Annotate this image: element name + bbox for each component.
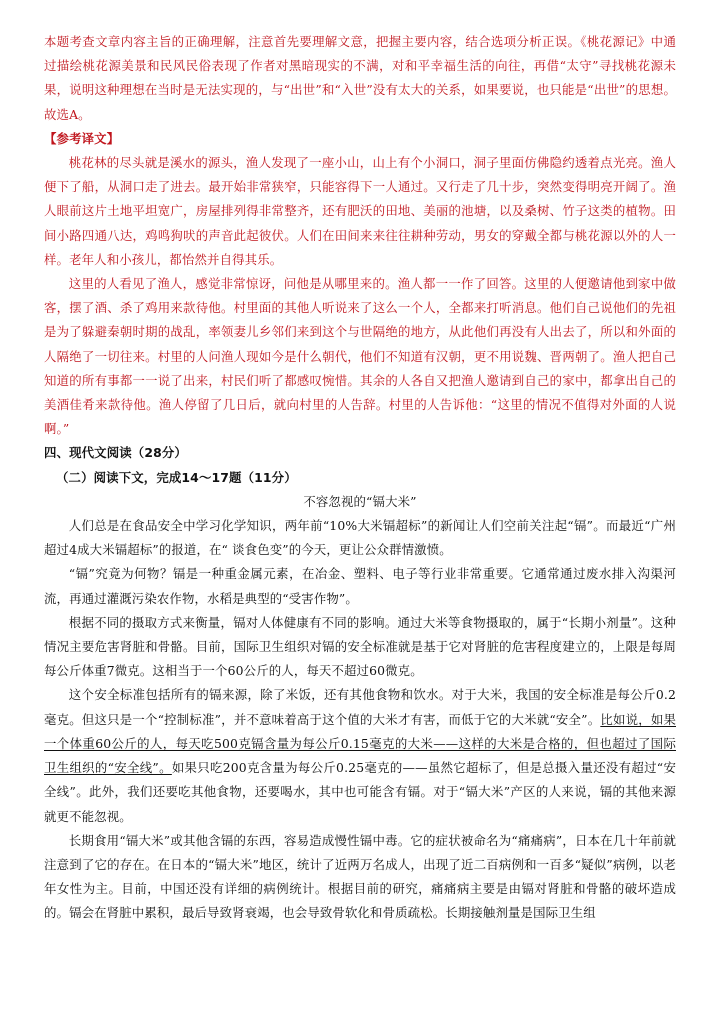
translation-paragraph: 桃花林的尽头就是溪水的源头，渔人发现了一座小山，山上有个小洞口，洞子里面仿佛隐约透着点光亮。渔人便下了船，从洞口走了进去。最开始非常狭窄，只能容得下一人通过。又行走了几十步，突然变得明亮开阔了。渔人眼前这片土地平坦宽广，房屋排列得非常整齐，还有肥沃的田地、美丽的池塘，以及桑树、竹子这类的植物。田间小路四通八达，鸡鸣狗吠的声音此起彼伏。人们在田间来来往往耕种劳动，男女的穿戴全都与桃花源以外的人一样。老年人和小孩儿，都怡然并自得其乐。 xyxy=(44,155,676,267)
sub-heading: （二）阅读下文，完成14～17题（11分） xyxy=(56,469,297,485)
article-title: 不容忽视的“镉大米” xyxy=(303,493,417,509)
article-text: 如果只吃200克含量为每公斤0.25毫克的——虽然它超标了，但是总摄入量还没有超过“安全线”。此外，我们还要吃其他食物，还要喝水，其中也可能含有镉。对于“镉大米”产区的人来说，镉的其他来源就更不能忽视。 xyxy=(44,760,676,824)
article-paragraph: 长期食用“镉大米”或其他含镉的东西，容易造成慢性镉中毒。它的症状被命名为“痛痛病”，日本在几十年前就注意到了它的存在。在日本的“镉大米”地区，统计了近两万名成人，出现了近二百病例和一百多“疑似”病例，以老年女性为主。目前，中国还没有详细的病例统计。根据目前的研究，痛痛病主要是由镉对肾脏和骨骼的破坏造成的。镉会在肾脏中累积，最后导致肾衰竭，也会导致骨软化和骨质疏松。长期接触剂量是国际卫生组 xyxy=(44,832,676,921)
article-paragraph: 根据不同的摄取方式来衡量，镉对人体健康有不同的影响。通过大米等食物摄取的，属于“长期小剂量”。这种情况主要危害肾脏和骨骼。目前，国际卫生组织对镉的安全标准就是基于它对肾脏的危害程度建立的，上限是每周每公斤体重7微克。这相当于一个60公斤的人，每天不超过60微克。 xyxy=(44,614,676,679)
translation-paragraph: 这里的人看见了渔人，感觉非常惊讶，问他是从哪里来的。渔人都一一作了回答。这里的人便邀请他到家中做客，摆了酒、杀了鸡用来款待他。村里面的其他人听说来了这么一个人，全都来打听消息。他们自己说他们的先祖是为了躲避秦朝时期的战乱，率领妻儿乡邻们来到这个与世隔绝的地方，从此他们再没有人出去了，所以和外面的人隔绝了一切往来。村里的人问渔人现如今是什么朝代，他们不知道有汉朝，更不用说魏、晋两朝了。渔人把自己知道的所有事都一一说了出来，村民们听了都感叹惋惜。其余的人各自又把渔人邀请到自己的家中，都拿出自己的美酒佳肴来款待他。渔人停留了几日后，就向村里的人告辞。村里的人告诉他：“这里的情况不值得对外面的人说啊。” xyxy=(44,276,676,437)
underlined-sentence: 比如说，如果一个体重60公斤的人，每天吃500克镉含量为每公斤0.15毫克的大米——这样的大米是合格的，但也超过了国际卫生组织的“安全线”。 xyxy=(44,711,676,776)
document-page xyxy=(44,30,676,926)
answer-explanation: 本题考查文章内容主旨的正确理解，注意首先要理解文意，把握主要内容，结合选项分析正误。《桃花源记》中通过描绘桃花源美景和民风民俗表现了作者对黑暗现实的不满，对和平幸福生活的向往，再借“太守”寻找桃花源未果，说明这种理想在当时是无法实现的，与“出世”和“入世”没有太大的关系，如果要说，也只能是“出世”的思想。故选A。 xyxy=(44,34,676,122)
reference-translation-tag: 【参考译文】 xyxy=(44,130,120,146)
article-paragraph: “镉”究竟为何物？镉是一种重金属元素，在冶金、塑料、电子等行业非常重要。它通常通过废水排入沟渠河流，再通过灌溉污染农作物，水稻是典型的“受害作物”。 xyxy=(44,566,676,606)
article-paragraph xyxy=(44,683,676,828)
section-heading: 四、现代文阅读（28分） xyxy=(44,445,187,461)
article-paragraph: 人们总是在食品安全中学习化学知识，两年前“10%大米镉超标”的新闻让人们空前关注起“镉”。而最近“广州超过4成大米镉超标”的报道，在“ 谈食色变”的今天，更让公众群情激愤。 xyxy=(44,518,676,558)
article-text: 这个安全标准包括所有的镉来源，除了米饭，还有其他食物和饮水。对于大米，我国的安全标准是每公斤0.2毫克。但这只是一个“控制标准”，并不意味着高于这个值的大米才有害，而低于它的大米就“安全”。 xyxy=(44,687,676,727)
